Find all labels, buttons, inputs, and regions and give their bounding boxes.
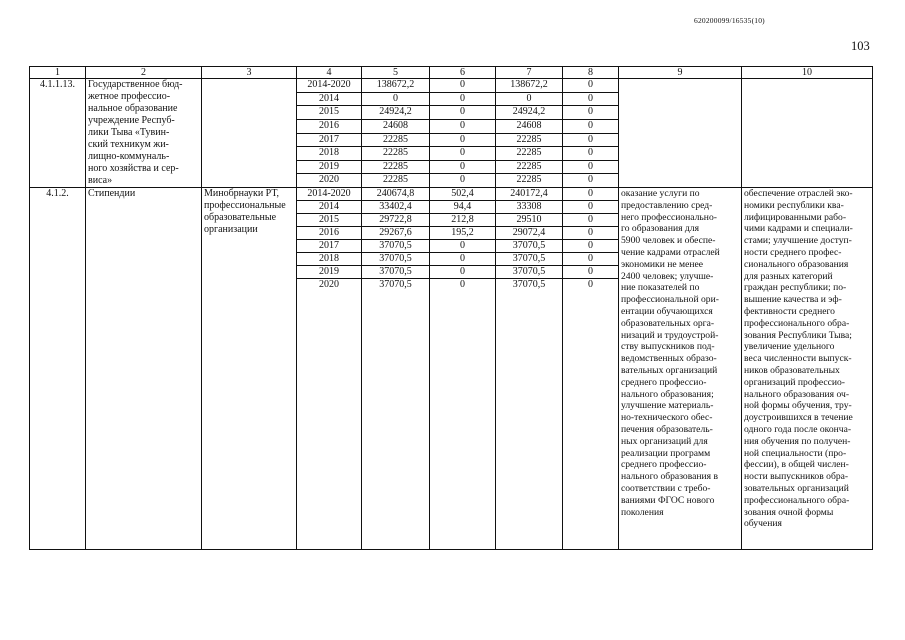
year-cell: 2014	[297, 92, 362, 106]
value-cell: 0	[563, 119, 619, 133]
value-cell: 29510	[496, 214, 563, 227]
empty-cell	[496, 291, 563, 550]
total-cell: 37070,5	[362, 266, 430, 279]
value-cell: 0	[430, 240, 496, 253]
value-cell: 22285	[496, 160, 563, 174]
value-cell: 0	[430, 266, 496, 279]
year-cell: 2020	[297, 279, 362, 292]
col-header: 6	[430, 67, 496, 79]
value-cell: 22285	[496, 174, 563, 188]
value-cell: 0	[563, 266, 619, 279]
value-cell: 0	[563, 279, 619, 292]
col-header: 2	[86, 67, 202, 79]
col-header: 8	[563, 67, 619, 79]
value-cell: 0	[563, 174, 619, 188]
value-cell: 0	[563, 92, 619, 106]
value-cell: 0	[563, 188, 619, 201]
value-cell: 0	[563, 214, 619, 227]
year-cell: 2018	[297, 253, 362, 266]
total-cell: 22285	[362, 133, 430, 147]
value-cell: 195,2	[430, 227, 496, 240]
year-cell: 2014-2020	[297, 188, 362, 201]
col-header: 10	[742, 67, 873, 79]
item-code: 4.1.2.	[30, 188, 86, 550]
total-cell: 22285	[362, 160, 430, 174]
value-cell: 0	[430, 106, 496, 120]
value-cell: 94,4	[430, 201, 496, 214]
item-executor	[202, 79, 297, 188]
value-cell: 502,4	[430, 188, 496, 201]
total-cell: 22285	[362, 147, 430, 161]
value-cell: 0	[563, 79, 619, 93]
value-cell: 37070,5	[496, 253, 563, 266]
value-cell: 37070,5	[496, 279, 563, 292]
table-row	[30, 188, 873, 201]
value-cell: 24924,2	[496, 106, 563, 120]
year-cell: 2014	[297, 201, 362, 214]
value-cell: 138672,2	[496, 79, 563, 93]
col-header: 4	[297, 67, 362, 79]
empty-cell	[430, 291, 496, 550]
value-cell: 0	[563, 106, 619, 120]
value-cell: 0	[430, 147, 496, 161]
total-cell: 37070,5	[362, 240, 430, 253]
value-cell: 0	[430, 174, 496, 188]
value-cell: 0	[563, 160, 619, 174]
empty-cell	[563, 291, 619, 550]
value-cell: 0	[563, 201, 619, 214]
value-cell: 22285	[496, 147, 563, 161]
value-cell: 0	[430, 160, 496, 174]
year-cell: 2019	[297, 160, 362, 174]
empty-cell	[362, 291, 430, 550]
year-cell: 2017	[297, 133, 362, 147]
year-cell: 2016	[297, 119, 362, 133]
value-cell: 0	[430, 92, 496, 106]
year-cell: 2019	[297, 266, 362, 279]
value-cell: 0	[563, 133, 619, 147]
col-header: 3	[202, 67, 297, 79]
col-header: 7	[496, 67, 563, 79]
item-executor: Минобрнауки РТ, профессиональные образовательные организации	[202, 188, 297, 550]
value-cell: 0	[496, 92, 563, 106]
value-cell: 0	[563, 253, 619, 266]
value-cell: 24608	[496, 119, 563, 133]
year-cell: 2015	[297, 106, 362, 120]
value-cell: 0	[430, 253, 496, 266]
value-cell: 0	[430, 279, 496, 292]
total-cell: 0	[362, 92, 430, 106]
total-cell: 29267,6	[362, 227, 430, 240]
value-cell: 212,8	[430, 214, 496, 227]
year-cell: 2014-2020	[297, 79, 362, 93]
year-cell: 2015	[297, 214, 362, 227]
document-number: 620200099/16535(10)	[694, 16, 765, 25]
year-cell: 2018	[297, 147, 362, 161]
goal-result	[742, 79, 873, 188]
value-cell: 0	[430, 133, 496, 147]
total-cell: 240674,8	[362, 188, 430, 201]
value-cell: 0	[430, 119, 496, 133]
value-cell: 0	[563, 227, 619, 240]
total-cell: 24924,2	[362, 106, 430, 120]
value-cell: 33308	[496, 201, 563, 214]
year-cell: 2020	[297, 174, 362, 188]
total-cell: 37070,5	[362, 279, 430, 292]
total-cell: 29722,8	[362, 214, 430, 227]
value-cell: 240172,4	[496, 188, 563, 201]
item-code: 4.1.1.13.	[30, 79, 86, 188]
value-cell: 22285	[496, 133, 563, 147]
table-row	[30, 79, 873, 93]
total-cell: 22285	[362, 174, 430, 188]
value-cell: 0	[563, 240, 619, 253]
total-cell: 33402,4	[362, 201, 430, 214]
empty-cell	[297, 291, 362, 550]
expected-result	[619, 79, 742, 188]
value-cell: 37070,5	[496, 240, 563, 253]
col-header: 1	[30, 67, 86, 79]
col-header: 5	[362, 67, 430, 79]
year-cell: 2017	[297, 240, 362, 253]
total-cell: 24608	[362, 119, 430, 133]
item-name: Государственное бюд- жетное профессио- нальное образование учреждение Респуб- лики Тыва «Тувин- ский техникум жи- лищно-коммуналь- ного хозяйства и сер- виса»	[86, 79, 202, 188]
col-header: 9	[619, 67, 742, 79]
total-cell: 138672,2	[362, 79, 430, 93]
total-cell: 37070,5	[362, 253, 430, 266]
program-table	[29, 66, 873, 550]
value-cell: 0	[430, 79, 496, 93]
page-number: 103	[851, 39, 870, 53]
value-cell: 37070,5	[496, 266, 563, 279]
goal-result: обеспечение отраслей эко- номики республики ква- лифицированными рабо- чими кадрами и специали- стами; улучшение доступ- ности среднего профес- сионального образования для разных категорий граждан республики; по- вышение качества и эф- фективности среднего профессионального обра- зования Республики Тыва; увеличение удельного веса численности выпуск- ников образовательных организаций профессио- нального образования оч- ной формы обучения, тру- доустроившихся в течение одного года после оконча- ния обучения по получен- ной специальности (про- фессии), в общей числен- ности выпускников обра- зовательных организаций профессионального обра- зования очной формы обучения	[742, 188, 873, 550]
expected-result: оказание услуги по предоставлению сред- него профессионально- го образования для 5900 человек и обеспе- чение кадрами отраслей экономики не менее 2400 человек; улучше- ние показателей по профессиональной ори- ентации обучающихся образовательных орга- низаций и трудоустрой- ству выпускников под- ведомственных образо- вательных организаций среднего профессио- нального образования; улучшение материаль- но-технического обес- печения образователь- ных организаций для реализации программ среднего профессио- нального образования в соответствии с требо- ваниями ФГОС нового поколения	[619, 188, 742, 550]
value-cell: 0	[563, 147, 619, 161]
year-cell: 2016	[297, 227, 362, 240]
value-cell: 29072,4	[496, 227, 563, 240]
item-name: Стипендии	[86, 188, 202, 550]
column-numbers-row	[30, 67, 873, 79]
